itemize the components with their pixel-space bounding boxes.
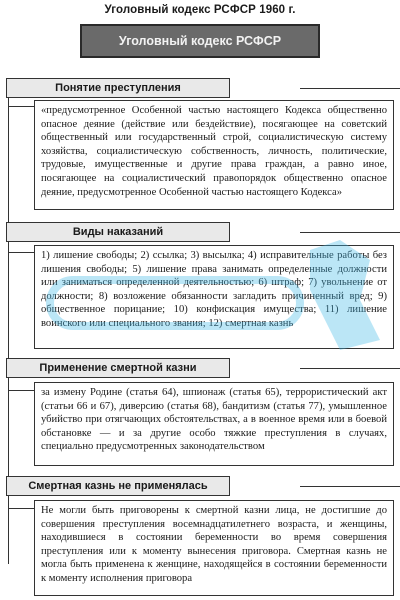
connector-line — [8, 390, 34, 391]
section-header-punishments: Виды наказаний — [6, 222, 230, 242]
divider-line — [300, 88, 400, 89]
section-header-death-penalty-exclusions: Смертная казнь не применялась — [6, 476, 230, 496]
section-header-death-penalty-use: Применение смертной казни — [6, 358, 230, 378]
title-banner: Уголовный кодекс РСФСР — [80, 24, 320, 58]
connector-line — [8, 508, 34, 509]
connector-line — [8, 252, 34, 253]
divider-line — [300, 368, 400, 369]
section-text-death-penalty-use: за измену Родине (статья 64), шпионаж (статья 65), террористический акт (статьи 66 и 67), диверсию (статья 68), бандитизм (статья 77), умышленное убийство при отягчающих обстоятельствах, а в военное время или в боевой обстановке — и за другие особо тяжкие преступления в случаях, специально предусмотренных законодательством — [34, 382, 394, 466]
section-header-concept: Понятие преступления — [6, 78, 230, 98]
divider-line — [300, 486, 400, 487]
section-text-death-penalty-exclusions: Не могли быть приговорены к смертной казни лица, не достигшие до совершения преступления восемнадцатилетнего возраста, и женщины, находившиеся в состоянии беременности во время совершения преступления или к моменту вынесения приговора. Смертная казнь не могла быть применена к женщине, находящейся в состоянии беременности к моменту исполнения приговора — [34, 500, 394, 596]
divider-line — [300, 232, 400, 233]
page-title: Уголовный кодекс РСФСР 1960 г. — [104, 4, 296, 16]
connector-line — [8, 106, 34, 107]
section-text-concept: «предусмотренное Особенной частью настоящего Кодекса общественно опасное деяние (действие или бездействие), посягающее на советский общественный или государственный строй, социалистическую систему хозяйства, социалистическую собственность, личность, политические, трудовые, имущественные и другие права граждан, а равно иное, посягающее на социалистический правопорядок общественно опасное деяние, предусмотренное Особенной частью настоящего Кодекса» — [34, 100, 394, 210]
section-text-punishments: 1) лишение свободы; 2) ссылка; 3) высылка; 4) исправительные работы без лишения свободы; 5) лишение права занимать определенные должности или заниматься определенной деятельностью; 6) штраф; 7) увольнение от должности; 8) возложение обязанности загладить причиненный вред; 9) общественное порицание; 10) конфискация имущества; 11) лишение воинского или специального звания; 12) смертная казнь — [34, 245, 394, 349]
